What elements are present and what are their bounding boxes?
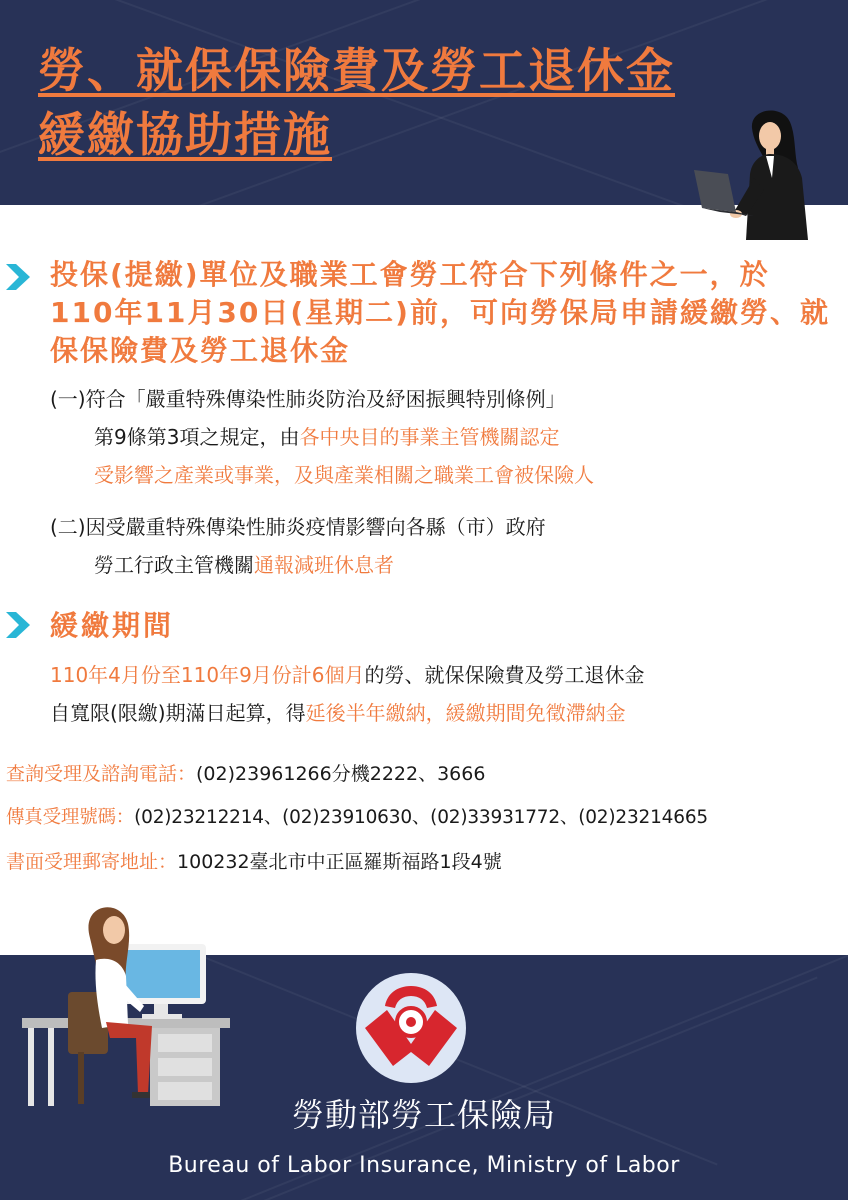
contact-fax-value: (02)23212214、(02)23910630、(02)33931772、(02)23214665: [134, 807, 708, 828]
contact-mail-label: 書面受理郵寄地址：: [6, 851, 178, 873]
condition-1-text: (一)符合「嚴重特殊傳染性肺炎防治及紓困振興特別條例」: [50, 387, 566, 411]
contact-phone-label: 查詢受理及諮詢電話：: [6, 763, 197, 785]
period-line-1: [50, 656, 645, 694]
contact-phone-value: (02)23961266分機2222、3666: [196, 763, 486, 785]
bli-logo: [355, 972, 467, 1084]
title-line-2: 緩繳協助措施: [38, 108, 332, 163]
period-text: 的勞、就保保險費及勞工退休金: [364, 663, 645, 687]
office-worker-illustration: [18, 898, 243, 1110]
contact-fax-label: 傳真受理號碼：: [6, 807, 135, 828]
condition-1-highlight: 各中央目的事業主管機關認定: [299, 425, 560, 449]
period-line-2: [50, 694, 626, 732]
period-highlight: 延後半年繳納，緩繳期間免徵滯納金: [305, 701, 626, 725]
condition-2-line-2: [94, 546, 394, 584]
org-name-cn: 勞動部勞工保險局: [291, 1096, 556, 1134]
chevron-right-icon: [6, 264, 30, 290]
condition-1-line-3: 受影響之產業或事業，及與產業相關之職業工會被保險人: [94, 463, 594, 487]
condition-1-line-1: [50, 380, 566, 418]
page-title: [38, 40, 675, 168]
contact-fax: [6, 803, 708, 833]
condition-1-text: 第9條第3項之規定，由: [94, 425, 300, 449]
org-name-en: Bureau of Labor Insurance, Ministry of Labor: [168, 1153, 680, 1178]
period-highlight: 110年4月份至110年9月份計6個月: [50, 663, 365, 687]
section2-heading: 緩繳期間: [50, 609, 175, 642]
section1-heading: 投保(提繳)單位及職業工會勞工符合下列條件之一，於110年11月30日(星期二)前，可向勞保局申請緩繳勞、就保保險費及勞工退休金: [50, 258, 830, 367]
contact-mail-value: 100232臺北市中正區羅斯福路1段4號: [177, 851, 502, 873]
contact-mail: [6, 847, 502, 877]
condition-2-text: 勞工行政主管機關: [94, 553, 254, 577]
condition-2-highlight: 通報減班休息者: [254, 553, 394, 577]
woman-laptop-illustration: [690, 108, 830, 240]
chevron-right-icon: [6, 612, 30, 638]
title-line-1: 勞、就保保險費及勞工退休金: [38, 44, 675, 99]
contact-phone: [6, 759, 485, 789]
condition-1-line-2: [94, 418, 559, 456]
condition-2-line-1: (二)因受嚴重特殊傳染性肺炎疫情影響向各縣（市）政府: [50, 515, 546, 539]
period-text: 自寬限(限繳)期滿日起算，得: [50, 701, 306, 725]
